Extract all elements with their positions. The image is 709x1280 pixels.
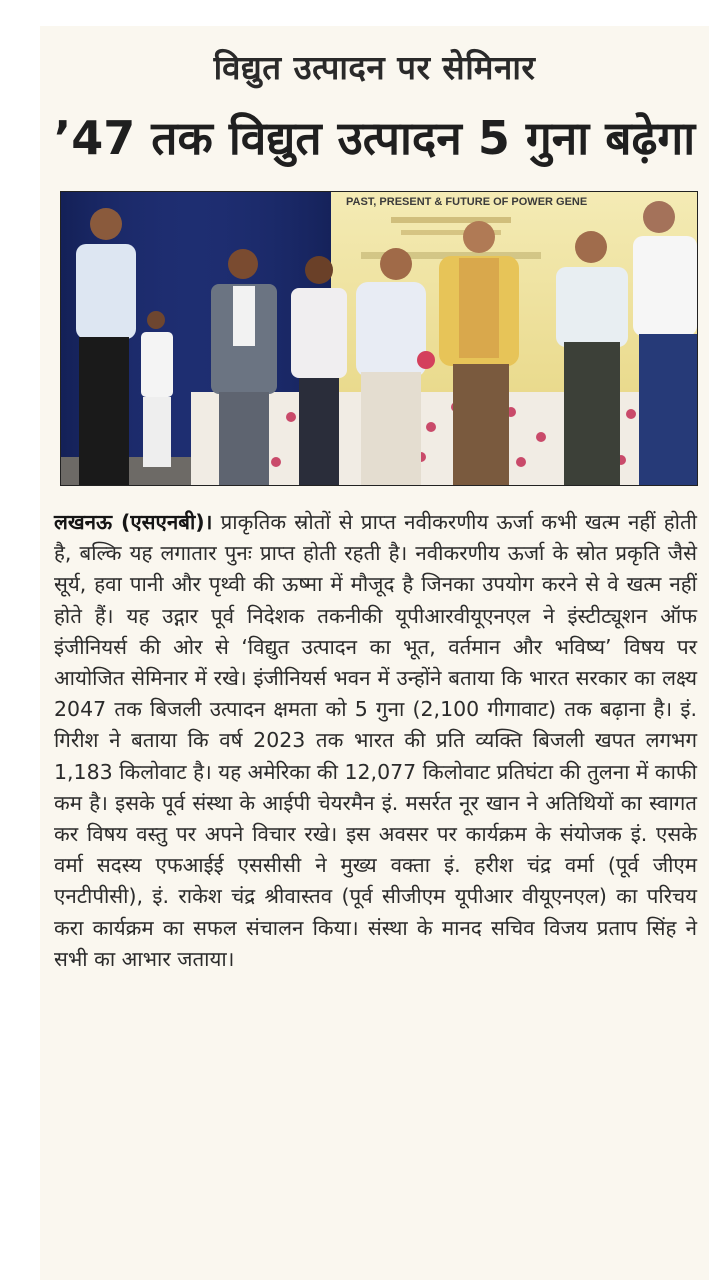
article-headline: ’47 तक विद्युत उत्पादन 5 गुना बढ़ेगा <box>53 111 696 165</box>
photo-banner-text: PAST, PRESENT & FUTURE OF POWER GENE <box>346 196 588 208</box>
article-body <box>54 507 697 975</box>
article-kicker: विद्युत उत्पादन पर सेमिनार <box>213 48 536 87</box>
event-photo <box>60 191 698 486</box>
article-body-text: प्राकृतिक स्रोतों से प्राप्त नवीकरणीय ऊर्जा कभी खत्म नहीं होती है, बल्कि यह लगातार पुनः प्राप्त होती रहती है। नवीकरणीय ऊर्जा के स्रोत प्रकृति जैसे सूर्य, हवा पानी और पृथ्वी की ऊष्मा में मौजूद है जिनका उपयोग करने से वे खत्म नहीं होते हैं। यह उद्गार पूर्व निदेशक तकनीकी यूपीआरवीयूएनएल ने इंस्टीट्यूशन ऑफ इंजीनियर्स की ओर से ‘विद्युत उत्पादन का भूत, वर्तमान और भविष्य’ विषय पर आयोजित सेमिनार में रखे। इंजीनियर्स भवन में उन्होंने बताया कि भारत सरकार का लक्ष्य 2047 तक बिजली उत्पादन क्षमता को 5 गुना (2,100 गीगावाट) तक बढ़ाना है। इं. गिरीश ने बताया कि वर्ष 2023 तक भारत की प्रति व्यक्ति बिजली खपत लगभग 1,183 किलोवाट है। यह अमेरिका की 12,077 किलोवाट प्रतिघंटा की तुलना में काफी कम है। इसके पूर्व संस्था के आईपी चेयरमैन इं. मसर्रत नूर खान ने अतिथियों का स्वागत कर विषय वस्तु पर अपने विचार रखे। इस अवसर पर कार्यक्रम के संयोजक इं. एसके वर्मा सदस्य एफआईई एससीसी ने मुख्य वक्ता इं. हरीश चंद्र वर्मा (पूर्व जीएम एनटीपीसी), इं. राकेश चंद्र श्रीवास्तव (पूर्व सीजीएम यूपीआर वीयूएनएल) का परिचय करा कार्यक्रम का सफल संचालन किया। संस्था के मानद सचिव विजय प्रताप सिंह ने सभी का आभार जताया। <box>54 510 697 971</box>
newspaper-clipping <box>40 26 709 1280</box>
event-photo-image <box>61 192 697 485</box>
article-dateline: लखनऊ (एसएनबी)। <box>54 510 213 534</box>
